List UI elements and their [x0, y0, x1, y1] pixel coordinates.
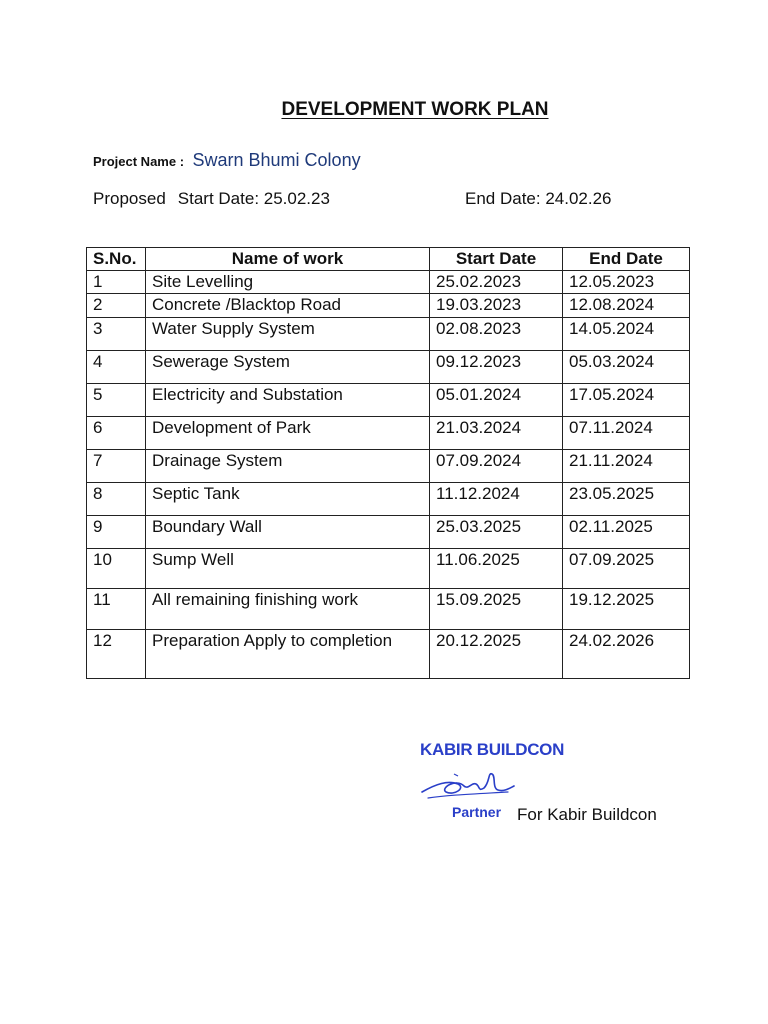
cell-end-date: 07.09.2025	[563, 549, 690, 589]
cell-name-of-work: Sewerage System	[146, 351, 430, 384]
table-row	[87, 549, 690, 589]
cell-name-of-work: Septic Tank	[146, 483, 430, 516]
cell-name-of-work: Electricity and Substation	[146, 384, 430, 417]
project-row	[93, 150, 361, 171]
cell-name-of-work: Site Levelling	[146, 271, 430, 294]
cell-sno: 7	[87, 450, 146, 483]
table-row	[87, 630, 690, 679]
cell-end-date: 02.11.2025	[563, 516, 690, 549]
proposed-label: Proposed	[93, 189, 166, 208]
cell-end-date: 23.05.2025	[563, 483, 690, 516]
handwritten-signature	[418, 762, 518, 806]
cell-name-of-work: Concrete /Blacktop Road	[146, 294, 430, 318]
table-row	[87, 271, 690, 294]
cell-end-date: 12.05.2023	[563, 271, 690, 294]
cell-start-date: 20.12.2025	[430, 630, 563, 679]
table-row	[87, 450, 690, 483]
cell-start-date: 02.08.2023	[430, 318, 563, 351]
cell-sno: 3	[87, 318, 146, 351]
cell-sno: 6	[87, 417, 146, 450]
cell-start-date: 05.01.2024	[430, 384, 563, 417]
table-row	[87, 516, 690, 549]
table-row	[87, 294, 690, 318]
cell-end-date: 05.03.2024	[563, 351, 690, 384]
cell-end-date: 12.08.2024	[563, 294, 690, 318]
cell-end-date: 24.02.2026	[563, 630, 690, 679]
cell-start-date: 21.03.2024	[430, 417, 563, 450]
cell-start-date: 11.06.2025	[430, 549, 563, 589]
cell-name-of-work: Water Supply System	[146, 318, 430, 351]
proposed-dates-row	[93, 189, 330, 209]
cell-name-of-work: Preparation Apply to completion	[146, 630, 430, 679]
cell-start-date: 09.12.2023	[430, 351, 563, 384]
table-row	[87, 589, 690, 630]
cell-name-of-work: Drainage System	[146, 450, 430, 483]
cell-start-date: 25.02.2023	[430, 271, 563, 294]
header-start-date: Start Date	[430, 248, 563, 271]
cell-name-of-work: All remaining finishing work	[146, 589, 430, 630]
stamp-role: Partner	[452, 804, 502, 820]
cell-sno: 4	[87, 351, 146, 384]
table-row	[87, 483, 690, 516]
cell-name-of-work: Sump Well	[146, 549, 430, 589]
cell-end-date: 21.11.2024	[563, 450, 690, 483]
cell-sno: 1	[87, 271, 146, 294]
table-header-row	[87, 248, 690, 271]
table-body	[87, 271, 690, 679]
cell-start-date: 15.09.2025	[430, 589, 563, 630]
cell-end-date: 19.12.2025	[563, 589, 690, 630]
cell-sno: 8	[87, 483, 146, 516]
cell-start-date: 11.12.2024	[430, 483, 563, 516]
table-row	[87, 384, 690, 417]
cell-sno: 11	[87, 589, 146, 630]
proposed-start-date: Start Date: 25.02.23	[177, 189, 330, 208]
cell-sno: 9	[87, 516, 146, 549]
cell-start-date: 25.03.2025	[430, 516, 563, 549]
cell-name-of-work: Development of Park	[146, 417, 430, 450]
table-row	[87, 417, 690, 450]
stamp-company-name: KABIR BUILDCON	[420, 740, 565, 759]
cell-end-date: 07.11.2024	[563, 417, 690, 450]
cell-end-date: 14.05.2024	[563, 318, 690, 351]
proposed-end-date: End Date: 24.02.26	[465, 189, 612, 208]
header-sno: S.No.	[87, 248, 146, 271]
cell-sno: 2	[87, 294, 146, 318]
cell-sno: 10	[87, 549, 146, 589]
cell-end-date: 17.05.2024	[563, 384, 690, 417]
cell-start-date: 07.09.2024	[430, 450, 563, 483]
document-title: DEVELOPMENT WORK PLAN	[281, 99, 549, 120]
cell-start-date: 19.03.2023	[430, 294, 563, 318]
table-row	[87, 351, 690, 384]
cell-sno: 5	[87, 384, 146, 417]
cell-sno: 12	[87, 630, 146, 679]
work-plan-table	[86, 247, 690, 679]
header-end-date: End Date	[563, 248, 690, 271]
header-name-of-work: Name of work	[146, 248, 430, 271]
for-company-text: For Kabir Buildcon	[517, 805, 657, 824]
cell-name-of-work: Boundary Wall	[146, 516, 430, 549]
project-label: Project Name :	[93, 154, 185, 169]
project-name: Swarn Bhumi Colony	[192, 150, 361, 170]
table-row	[87, 318, 690, 351]
